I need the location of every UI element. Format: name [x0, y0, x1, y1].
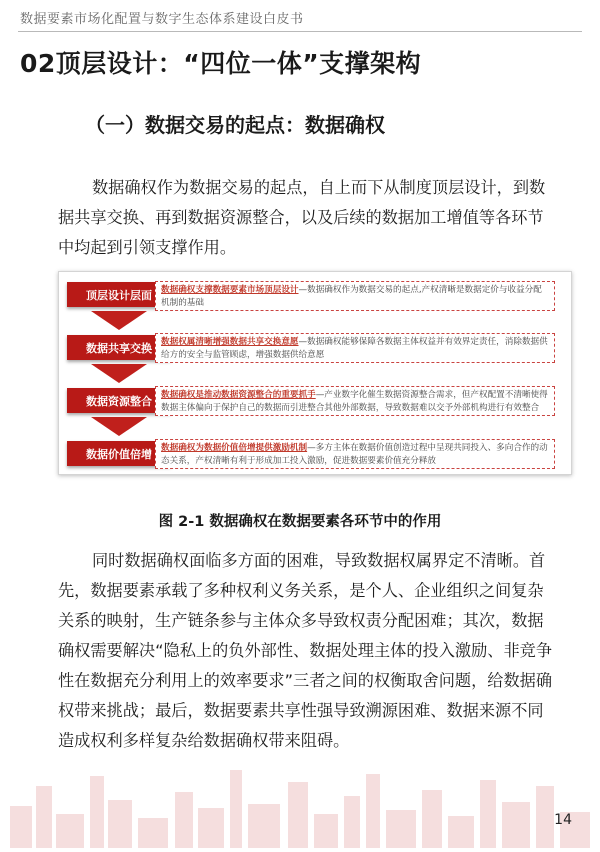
figure-caption: 图 2-1 数据确权在数据要素各环节中的作用: [158, 514, 442, 530]
step-highlight: 数据确权支撑数据要素市场顶层设计: [161, 285, 299, 295]
down-arrow-icon: [91, 417, 147, 436]
step-description: [155, 281, 555, 311]
step-text: —数据确权作为数据交易的起点,产权清晰是数据定价与收益分配机制的基础: [161, 285, 542, 308]
down-arrow-icon: [91, 364, 147, 383]
page-number: 14: [554, 812, 572, 828]
page-title: 02顶层设计：“四位一体”支撑架构: [20, 49, 422, 78]
step-highlight: 数据权属清晰增强数据共享交换意愿: [161, 337, 299, 347]
down-arrow-icon: [91, 311, 147, 330]
step-text: —产业数字化催生数据资源整合需求，但产权配置不清晰使得数据主体偏向于保护自己的数据而引进整合其他外部数据，导致数据难以交予外部机构进行有效整合: [161, 390, 548, 413]
city-skyline-watermark: [0, 756, 600, 848]
paragraph-intro: 数据确权作为数据交易的起点，自上而下从制度顶层设计，到数据共享交换、再到数据资源整合，以及后续的数据加工增值等各环节中均起到引领支撑作用。: [58, 178, 546, 257]
step-value-multiplication: 数据价值倍增: [67, 441, 171, 466]
step-highlight: 数据确权是推动数据资源整合的重要抓手: [161, 390, 316, 400]
step-text: —多方主体在数据价值创造过程中呈现共同投入、多向合作的动态关系，产权清晰有利于形成加工投入激励，促进数据要素价值充分释放: [161, 443, 548, 466]
step-highlight: 数据确权为数据价值倍增提供激励机制: [161, 443, 308, 453]
step-resource-integration: 数据资源整合: [67, 388, 171, 413]
running-header: 数据要素市场化配置与数字生态体系建设白皮书: [20, 12, 304, 27]
section-title: （一）数据交易的起点：数据确权: [85, 113, 385, 137]
step-top-level-design: 顶层设计层面: [67, 282, 171, 307]
step-description: [155, 386, 555, 416]
flow-diagram: [58, 271, 572, 475]
step-description: [155, 439, 555, 469]
step-data-sharing: 数据共享交换: [67, 335, 171, 360]
header-divider: [18, 31, 582, 32]
step-text: —数据确权能够保障各数据主体权益并有效界定责任，消除数据供给方的安全与监管顾虑，增强数据供给意愿: [161, 337, 548, 360]
step-description: [155, 333, 555, 363]
paragraph-challenges: 同时数据确权面临多方面的困难，导致数据权属界定不清晰。首先，数据要素承载了多种权利义务关系，是个人、企业组织之间复杂关系的映射，生产链条参与主体众多导致权责分配困难；其次，数据确权需要解决“隐私上的负外部性、数据处理主体的投入激励、非竞争性在数据充分利用上的效率要求”三者之间的权衡取舍问题，给数据确权带来挑战；最后，数据要素共享性强导致溯源困难、数据来源不同造成权利多样复杂给数据确权带来阻碍。: [58, 551, 553, 750]
